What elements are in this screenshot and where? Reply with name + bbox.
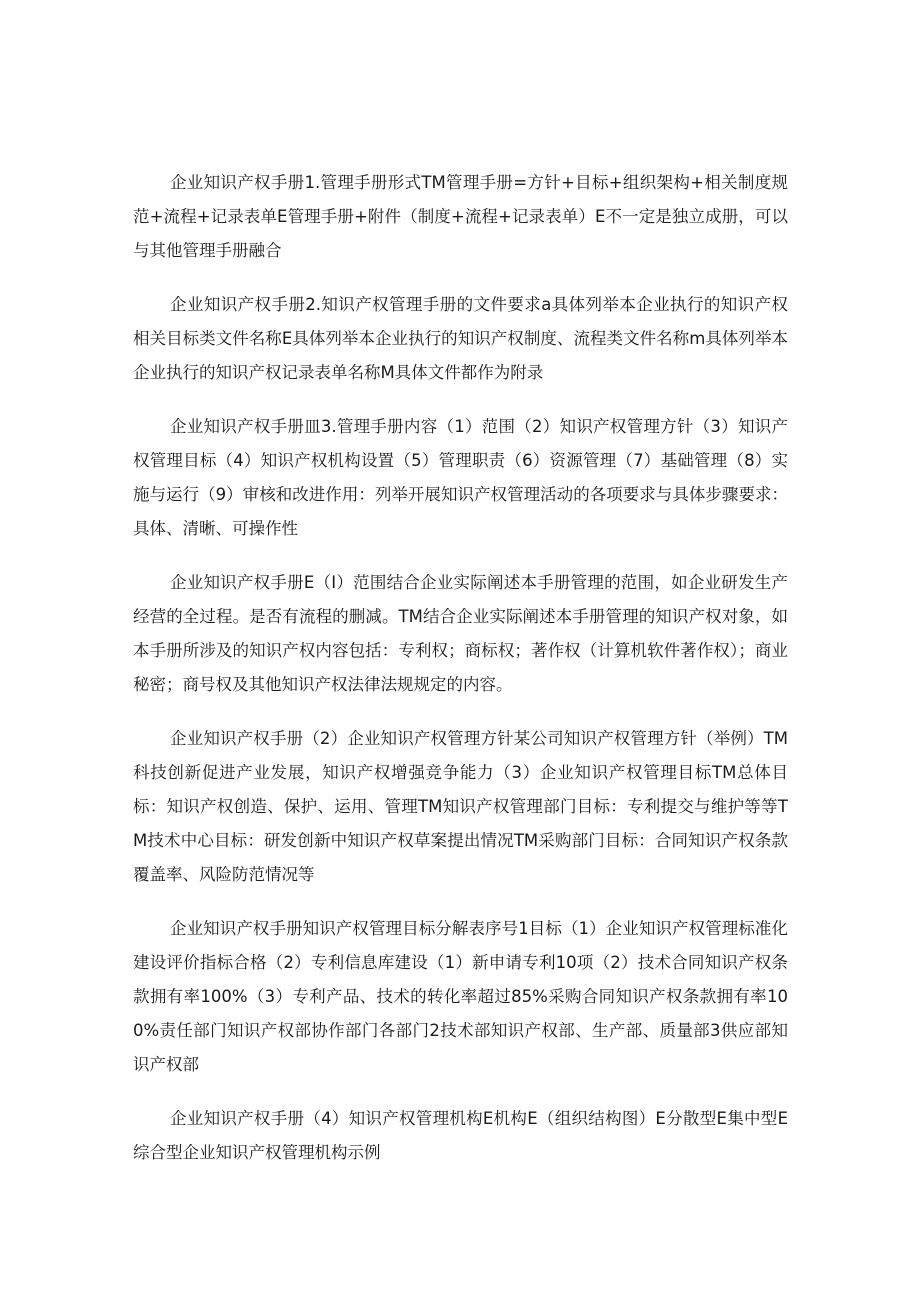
paragraph-1: 企业知识产权手册1.管理手册形式TM管理手册=方针+目标+组织架构+相关制度规范+流程+记录表单E管理手册+附件（制度+流程+记录表单）E不一定是独立成册，可以与其他管理手册融合 bbox=[133, 173, 788, 260]
paragraph-5: 企业知识产权手册（2）企业知识产权管理方针某公司知识产权管理方针（举例）TM科技创新促进产业发展，知识产权增强竞争能力（3）企业知识产权管理目标TM总体目标：知识产权创造、保护、运用、管理TM知识产权管理部门目标：专利提交与维护等等TM技术中心目标：研发创新中知识产权草案提出情况TM采购部门目标：合同知识产权条款覆盖率、风险防范情况等 bbox=[133, 729, 788, 884]
paragraph-4: 企业知识产权手册E（I）范围结合企业实际阐述本手册管理的范围，如企业研发生产经营的全过程。是否有流程的删减。TM结合企业实际阐述本手册管理的知识产权对象，如本手册所涉及的知识产权内容包括：专利权；商标权；著作权（计算机软件著作权）；商业秘密；商号权及其他知识产权法律法规规定的内容。 bbox=[133, 573, 788, 694]
paragraph-6: 企业知识产权手册知识产权管理目标分解表序号1目标（1）企业知识产权管理标准化建设评价指标合格（2）专利信息库建设（1）新申请专利10项（2）技术合同知识产权条款拥有率100%（3）专利产品、技术的转化率超过85%采购合同知识产权条款拥有率100%责任部门知识产权部协作部门各部门2技术部知识产权部、生产部、质量部3供应部知识产权部 bbox=[133, 919, 788, 1074]
paragraph-7: 企业知识产权手册（4）知识产权管理机构E机构E（组织结构图）E分散型E集中型E综合型企业知识产权管理机构示例 bbox=[133, 1109, 788, 1162]
paragraph-3: 企业知识产权手册皿3.管理手册内容（1）范围（2）知识产权管理方针（3）知识产权管理目标（4）知识产权机构设置（5）管理职责（6）资源管理（7）基础管理（8）实施与运行（9）审核和改进作用：列举开展知识产权管理活动的各项要求与具体步骤要求：具体、清晰、可操作性 bbox=[133, 417, 788, 538]
paragraph-2: 企业知识产权手册2.知识产权管理手册的文件要求a具体列举本企业执行的知识产权相关目标类文件名称E具体列举本企业执行的知识产权制度、流程类文件名称m具体列举本企业执行的知识产权记录表单名称M具体文件都作为附录 bbox=[133, 295, 788, 382]
document-body bbox=[133, 166, 788, 1190]
